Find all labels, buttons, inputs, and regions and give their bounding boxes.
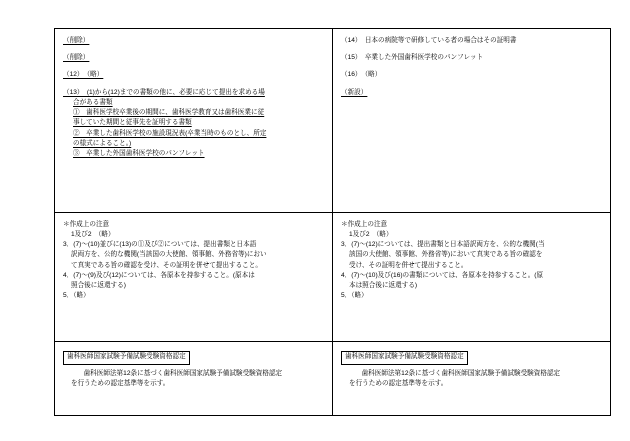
- paragraph-line: を行うための認定基準等を示す。: [71, 379, 170, 387]
- table-row: [55, 29, 611, 213]
- sub-list-item: ② 卒業した歯科医学校の施設現況表(卒業当時のものとし、所定: [73, 129, 267, 137]
- note-item-continuation: 訳両方を、公的な機関(当該国の大使館、領事館、外務省等)におい: [71, 251, 267, 259]
- list-item: （15） 卒業した外国歯科医学校のパンフレット: [341, 54, 484, 62]
- note-item-continuation: 本は照合後に返還する): [349, 281, 418, 289]
- list-item: （削除）: [63, 54, 90, 62]
- sub-list-item-continuation: の様式によること。): [73, 139, 132, 147]
- paragraph-line: を行うための認定基準等を示す。: [349, 379, 448, 387]
- list-item: （削除）: [63, 37, 90, 44]
- note-item-continuation: 受け、その証明を併せて提出すること。: [349, 261, 468, 269]
- table-cell-left-amended: [55, 29, 333, 213]
- note-item: 3．(7)～(10)並びに(13)の①及び②については、提出書類と日本語: [63, 241, 257, 249]
- sub-list-item: ③ 卒業した外国歯科医学校のパンフレット: [73, 149, 205, 157]
- paragraph-line: 歯科医師法第12条に基づく歯科医師国家試験予備試験受験資格認定: [77, 369, 283, 377]
- note-item: 5．（略）: [341, 292, 368, 300]
- table-cell-right-current: [333, 29, 611, 213]
- note-item: 5．（略）: [63, 292, 90, 300]
- spacer: [341, 81, 602, 88]
- spacer: [341, 46, 602, 53]
- table-row: [55, 341, 611, 415]
- note-item-continuation: 該国の大使館、領事館、外務省等)において真実である旨の確認を: [349, 251, 543, 259]
- spacer: [341, 63, 602, 70]
- note-item: 1及び2 （略）: [349, 230, 393, 238]
- note-item: 4．(7)～(10)及び(16)の書類については、各原本を持参すること。(原: [341, 271, 544, 279]
- notes-list: [341, 230, 602, 302]
- section-heading-box: 歯科医師国家試験予備試験受験資格認定: [341, 351, 468, 365]
- table-cell-left-notes: [55, 212, 333, 341]
- note-item: 4．(7)～(9)及び(12)については、各原本を持参すること。(原本は: [63, 271, 255, 279]
- table-cell-left-certification: [55, 341, 333, 415]
- table-row: [55, 212, 611, 341]
- spacer: [63, 63, 324, 70]
- sub-list-item-continuation: 事していた期間と従事先を証明する書類: [73, 119, 192, 127]
- comparison-table: [54, 28, 611, 416]
- notes-heading: ＊作成上の注意: [341, 220, 388, 228]
- table-cell-right-notes: [333, 212, 611, 341]
- list-item: （12） （略）: [63, 71, 104, 79]
- note-item: 1及び2 （略）: [71, 230, 115, 238]
- list-item: （14） 日本の病院等で研修している者の場合はその証明書: [341, 37, 517, 44]
- spacer: [63, 46, 324, 53]
- note-item-continuation: て真実である旨の確認を受け、その証明を併せて提出すること。: [71, 261, 262, 269]
- note-item: 3．(7)～(12)については、提出書類と日本語訳両方を、公的な機関(当: [341, 241, 545, 249]
- paragraph-line: 歯科医師法第12条に基づく歯科医師国家試験予備試験受験資格認定: [355, 369, 561, 377]
- notes-list: [63, 230, 324, 302]
- notes-heading: ＊作成上の注意: [63, 220, 110, 228]
- list-item: （新設）: [341, 88, 368, 96]
- list-item: （13） (1)から(12)までの書類の他に、必要に応じて提出を求める場: [63, 88, 265, 96]
- note-item-continuation: 照合後に返還する): [71, 281, 126, 289]
- table-cell-right-certification: [333, 341, 611, 415]
- table-body: [55, 29, 611, 416]
- list-item-continuation: 合がある書類: [73, 98, 113, 106]
- sub-list-item: ① 歯科医学校卒業後の期間に、歯科医学教育又は歯科医業に従: [73, 109, 265, 117]
- spacer: [63, 81, 324, 88]
- list-item: （16） （略）: [341, 71, 382, 79]
- section-heading-box: 歯科医師国家試験予備試験受験資格認定: [63, 351, 190, 365]
